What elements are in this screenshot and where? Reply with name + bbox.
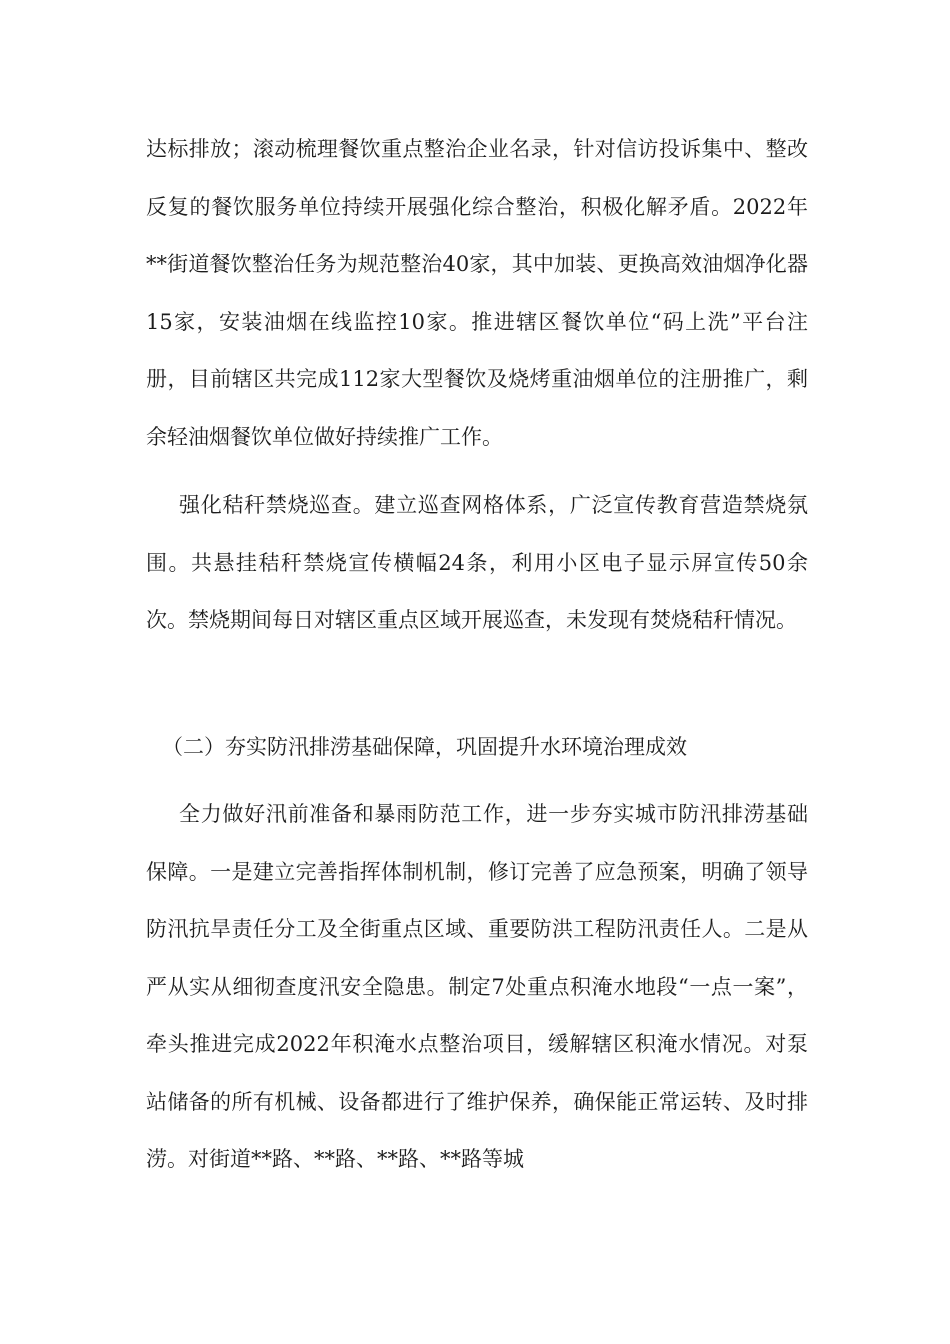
section-heading: （二）夯实防汛排涝基础保障，巩固提升水环境治理成效 <box>162 735 687 759</box>
paragraph-straw-burning-patrol: 强化秸秆禁烧巡查。建立巡查网格体系，广泛宣传教育营造禁烧氛围。共悬挂秸秆禁烧宣传横幅24条，利用小区电子显示屏宣传50余次。禁烧期间每日对辖区重点区域开展巡查，未发现有焚烧秸秆情况。 <box>146 493 808 632</box>
paragraph-catering-governance: 达标排放；滚动梳理餐饮重点整治企业名录，针对信访投诉集中、整改反复的餐饮服务单位持续开展强化综合整治，积极化解矛盾。2022年**街道餐饮整治任务为规范整治40家，其中加装、更换高效油烟净化器15家，安装油烟在线监控10家。推进辖区餐饮单位“码上洗”平台注册，目前辖区共完成112家大型餐饮及烧烤重油烟单位的注册推广，剩余轻油烟餐饮单位做好持续推广工作。 <box>146 137 808 449</box>
paragraph-flood-prevention: 全力做好汛前准备和暴雨防范工作，进一步夯实城市防汛排涝基础保障。一是建立完善指挥体制机制，修订完善了应急预案，明确了领导防汛抗旱责任分工及全街重点区域、重要防洪工程防汛责任人。二是从严从实从细彻查度汛安全隐患。制定7处重点积淹水地段“一点一案”，牵头推进完成2022年积淹水点整治项目，缓解辖区积淹水情况。对泵站储备的所有机械、设备都进行了维护保养，确保能正常运转、及时排涝。对街道**路、**路、**路、**路等城 <box>146 802 808 1171</box>
